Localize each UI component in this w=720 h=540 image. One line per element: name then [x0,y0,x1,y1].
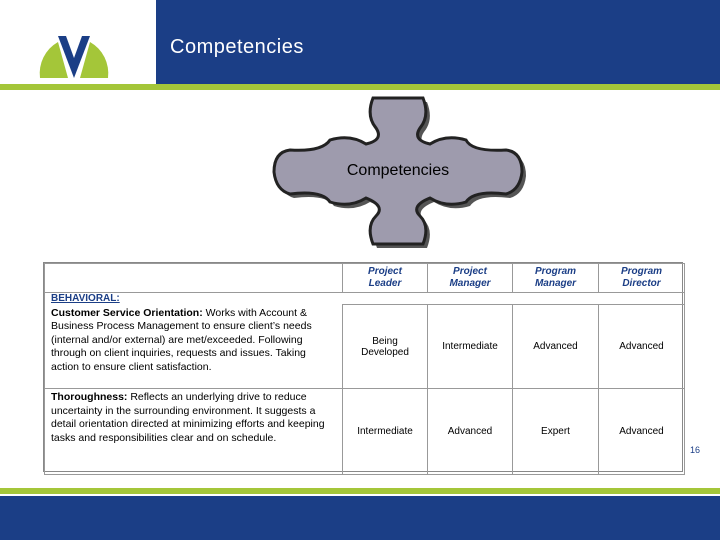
section-row [45,293,685,305]
page-number: 16 [690,445,701,455]
table-row [45,389,685,475]
header-program-director: Program Director [599,264,685,293]
level-cell: Advanced [513,305,599,389]
level-cell: Advanced [428,389,513,475]
header-program-manager: Program Manager [513,264,599,293]
logo-area [0,0,156,84]
header-project-manager: Project Manager [428,264,513,293]
competency-table [43,262,683,472]
table-header-row [45,264,685,293]
header-project-leader: Project Leader [343,264,428,293]
competency-description [45,389,343,475]
level-cell: Intermediate [428,305,513,389]
slide-title: Competencies [170,36,304,58]
table-row [45,305,685,389]
level-cell: Advanced [599,305,685,389]
competency-term: Customer Service Orientation: [51,306,203,319]
level-cell: Intermediate [343,389,428,475]
header-blank-cell [45,264,343,293]
top-accent-line [0,84,720,90]
level-cell: Being Developed [343,305,428,389]
level-cell: Advanced [599,389,685,475]
section-label: BEHAVIORAL: [45,293,685,305]
company-logo [0,0,156,84]
level-cell: Expert [513,389,599,475]
puzzle-label: Competencies [346,162,450,179]
footer-bar [0,496,720,540]
competency-term: Thoroughness: [51,391,128,403]
competency-description [45,305,343,389]
competency-definition: Reflects an underlying drive to reduce uncertainty in the surrounding environment. It suggests a detail orientation directed at minimizing efforts and keeping tasks and responsibilities clear and on schedule. [51,391,325,444]
bottom-accent-line [0,488,720,494]
competency-definition: Works with Account & Business Process Management to ensure client’s needs (internal and/or external) are met/exceeded. Following through on client inquiries, requests and issues. Taking action to ensure client satisfaction. [51,306,312,373]
